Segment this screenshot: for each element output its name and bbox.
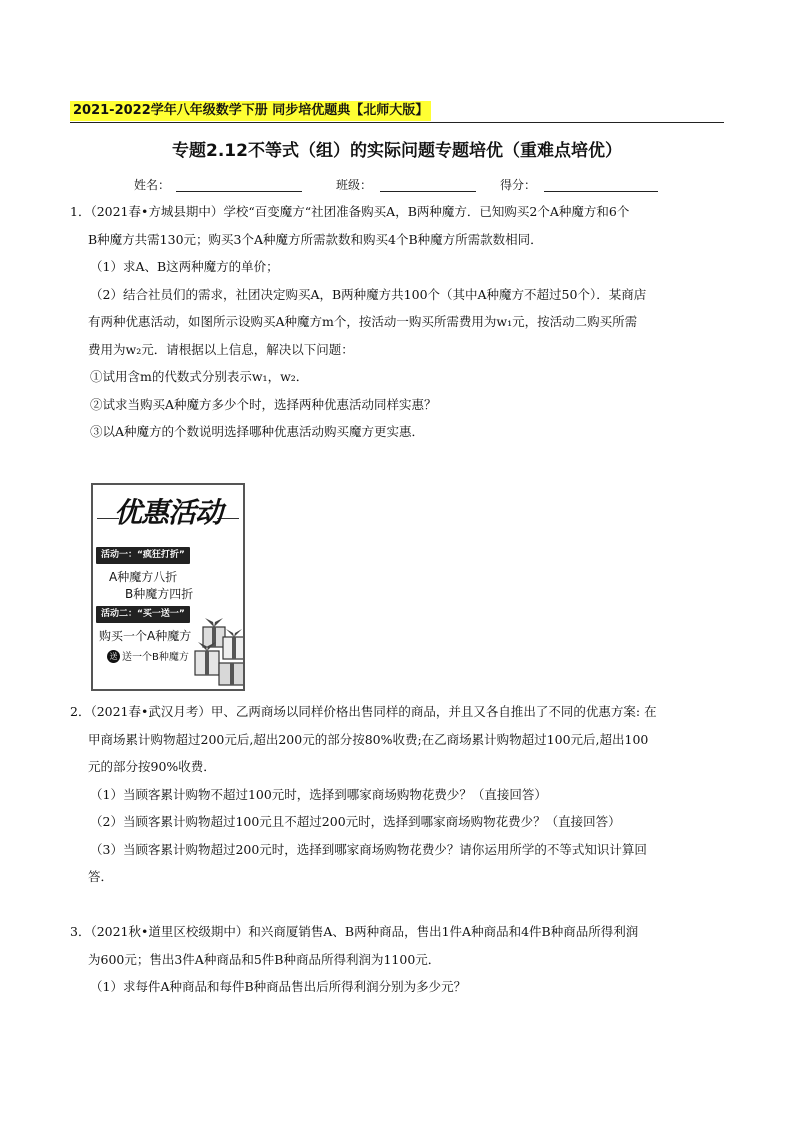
question-1-item-1: ①试用含m的代数式分别表示w₁，w₂． (90, 369, 309, 384)
question-2-part: （3）当顾客累计购物超过200元时，选择到哪家商场购物花费少？请你运用所学的不等式知识计算回 (90, 841, 647, 857)
gift-badge-icon: 送 (107, 650, 120, 663)
gift-boxes-icon (193, 615, 245, 687)
question-2-line: 元的部分按90%收费． (88, 759, 216, 774)
question-1-part-1: （1）求A、B这两种魔方的单价； (90, 259, 279, 274)
question-2-line: 2．（2021春•武汉月考）甲、乙两商场以同样价格出售同样的商品，并且又各自推出了不同的优惠方案: 在 (70, 704, 657, 719)
question-1-part-2-line: 有两种优惠活动，如图所示设购买A种魔方m个，按活动一购买所需费用为w₁元，按活动二购买所需 (88, 314, 638, 329)
page-title: 专题2.12不等式（组）的实际问题专题培优（重难点培优） (172, 141, 622, 161)
name-label: 姓名： (134, 178, 171, 192)
poster-activity-1-line: B种魔方四折 (125, 587, 194, 601)
question-2-part: （2）当顾客累计购物超过100元且不超过200元时，选择到哪家商场购物花费少？（直接回答） (90, 814, 621, 829)
question-1-item-3: ③以A种魔方的个数说明选择哪种优惠活动购买魔方更实惠． (90, 424, 425, 439)
poster-activity-2-line: 购买一个A种魔方 (99, 629, 192, 643)
series-banner: 2021-2022学年八年级数学下册 同步培优题典【北师大版】 (70, 101, 431, 121)
score-field[interactable] (544, 191, 658, 192)
name-field[interactable] (176, 191, 302, 192)
question-1-part-2-line: 费用为w₂元．请根据以上信息，解决以下问题： (88, 341, 354, 357)
question-2 (70, 698, 730, 891)
question-3 (70, 918, 730, 1001)
question-1-line: 1．（2021春•方城县期中）学校“百变魔方“社团准备购买A，B两种魔方．已知购买2个A种魔方和6个 (70, 204, 630, 219)
question-2-line: 甲商场累计购物超过200元后,超出200元的部分按80%收费;在乙商场累计购物超过100元后,超出100 (88, 731, 649, 747)
poster-activity-2-tag: 活动二：“买一送一” (96, 606, 190, 623)
question-3-part: （1）求每件A种商品和每件B种商品售出后所得利润分别为多少元？ (90, 979, 467, 994)
question-1-part-2-line: （2）结合社员们的需求，社团决定购买A，B两种魔方共100个（其中A种魔方不超过50个）．某商店 (90, 286, 647, 302)
poster-activity-2-text: 送一个B种魔方 (122, 652, 189, 663)
class-label: 班级： (336, 178, 373, 192)
poster-title: 优惠活动 (113, 496, 222, 529)
poster-activity-1-tag: 活动一：“疯狂打折” (96, 547, 190, 564)
question-2-part: 答． (88, 869, 114, 884)
question-2-part: （1）当顾客累计购物不超过100元时，选择到哪家商场购物花费少？（直接回答） (90, 786, 547, 802)
poster-activity-2-line-2 (107, 648, 189, 663)
class-field[interactable] (380, 191, 476, 192)
question-3-line: 为600元；售出3件A种商品和5件B种商品所得利润为1100元． (88, 951, 441, 967)
score-label: 得分： (500, 178, 537, 192)
poster-activity-1-line: A种魔方八折 (109, 570, 178, 584)
question-1-line: B种魔方共需130元；购买3个A种魔方所需款数和购买4个B种魔方所需款数相同． (88, 231, 543, 247)
question-1-item-2: ②试求当购买A种魔方多少个时，选择两种优惠活动同样实惠？ (90, 396, 437, 412)
question-1 (70, 198, 730, 446)
header-rule (70, 122, 724, 123)
promotion-poster (91, 483, 245, 691)
question-3-line: 3．（2021秋•道里区校级期中）和兴商厦销售A、B两种商品，售出1件A种商品和4件B种商品所得利润 (70, 924, 639, 939)
